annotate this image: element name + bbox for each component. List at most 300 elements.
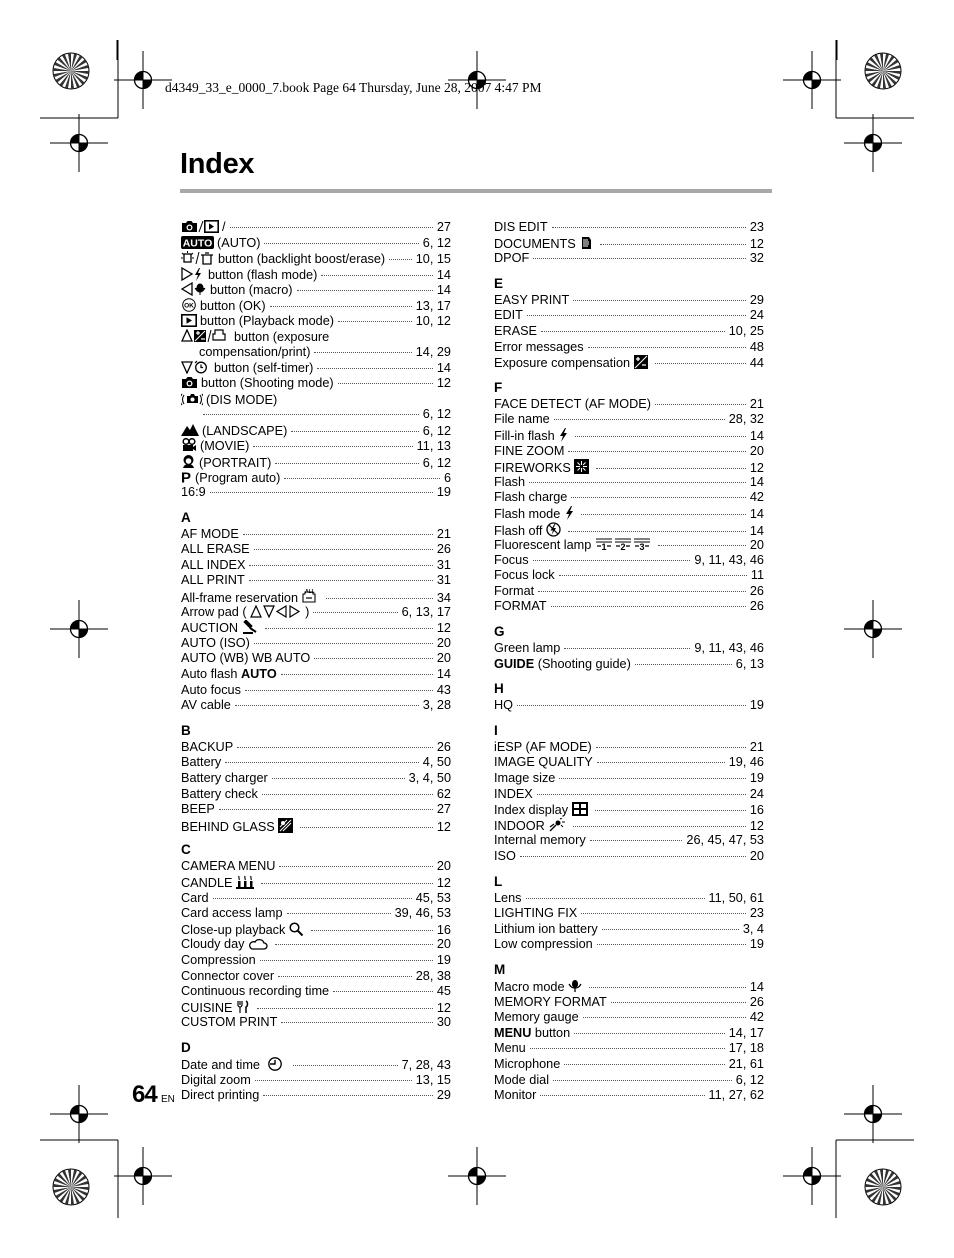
page-refs: 34 <box>436 591 451 606</box>
index-term <box>494 236 596 253</box>
page-refs: 20 <box>436 859 451 874</box>
index-entry <box>181 802 451 818</box>
index-column-left <box>181 220 451 1104</box>
index-term <box>181 937 271 953</box>
index-entry <box>181 470 451 486</box>
auto-badge-icon <box>181 236 214 249</box>
index-entry <box>181 360 451 376</box>
index-term <box>494 1010 579 1026</box>
dot-leader <box>559 778 746 779</box>
index-term <box>181 1000 253 1017</box>
index-term-text: Continuous recording time <box>181 984 330 999</box>
index-term-bold: AUTO <box>240 667 277 682</box>
index-entry <box>494 995 764 1011</box>
index-entry <box>181 220 451 236</box>
index-term <box>181 1088 259 1104</box>
page-refs: 6, 12 <box>422 407 451 422</box>
index-entry <box>494 397 764 413</box>
index-term-text: Monitor <box>494 1088 537 1103</box>
index-term <box>494 891 522 907</box>
index-entry <box>494 755 764 771</box>
page-refs: 14 <box>749 979 764 994</box>
index-entry <box>494 1073 764 1089</box>
section-heading: H <box>494 681 504 697</box>
auction-icon <box>242 620 258 634</box>
index-term-text: CAMERA MENU <box>181 859 276 874</box>
page-refs: 6, 12 <box>422 423 451 438</box>
page-refs: 12 <box>749 236 764 251</box>
index-entry <box>494 490 764 506</box>
page-refs: 9, 11, 43, 46 <box>694 641 764 656</box>
page-refs: 12 <box>436 819 451 834</box>
dot-leader <box>527 315 746 316</box>
page-refs: 16 <box>749 803 764 818</box>
index-term-text: button (macro) <box>210 283 293 298</box>
index-term <box>494 833 586 849</box>
index-term-text: Index display <box>494 803 569 818</box>
page-refs: 12 <box>436 621 451 636</box>
index-term <box>494 553 529 569</box>
index-term-text: BEEP <box>181 802 215 817</box>
index-term-text: Card <box>181 890 209 905</box>
index-term <box>494 1088 536 1104</box>
index-term-text: Mode dial <box>494 1072 550 1087</box>
index-term <box>181 236 260 252</box>
index-term <box>494 1057 560 1073</box>
arrows-icon <box>250 605 302 618</box>
dot-leader <box>314 658 433 659</box>
dot-leader <box>265 628 433 629</box>
index-entry <box>181 787 451 803</box>
index-term-text: CANDLE <box>181 875 233 890</box>
dot-leader <box>275 944 433 945</box>
dot-leader <box>235 705 419 706</box>
candle-icon <box>236 875 254 889</box>
index-term-text: Compression <box>181 952 256 967</box>
dot-leader <box>540 1095 704 1096</box>
index-entry <box>494 1010 764 1026</box>
index-entry <box>181 267 451 283</box>
index-term <box>181 251 385 268</box>
dot-leader <box>237 747 433 748</box>
index-entry <box>181 891 451 907</box>
index-entry <box>181 984 451 1000</box>
dot-leader <box>655 363 746 364</box>
dot-leader <box>517 705 746 706</box>
page-refs: 14 <box>749 523 764 538</box>
index-entry <box>181 937 451 953</box>
page-refs: 10, 15 <box>415 252 451 267</box>
index-term-text: FACE DETECT (AF MODE) <box>494 396 651 411</box>
camera-icon <box>181 376 198 389</box>
page-refs: 20 <box>436 937 451 952</box>
page-refs: 19 <box>749 771 764 786</box>
index-term-text: (DIS MODE) <box>206 392 278 407</box>
index-term-text: Battery <box>181 755 222 770</box>
index-term <box>181 314 334 330</box>
index-entry <box>494 568 764 584</box>
index-entry <box>494 251 764 267</box>
index-entry <box>494 657 764 673</box>
fluorescent-icon <box>595 537 651 551</box>
index-term <box>181 438 249 455</box>
index-term <box>494 490 567 506</box>
index-term <box>181 329 329 346</box>
dot-leader <box>249 565 432 566</box>
page-refs: 27 <box>436 220 451 234</box>
index-entry <box>494 553 764 569</box>
svg-text:2: 2 <box>620 542 626 552</box>
dot-leader <box>254 549 433 550</box>
page-refs: 6 <box>443 470 451 485</box>
index-term-text: CUISINE <box>181 1000 233 1015</box>
index-term <box>181 470 280 487</box>
index-term-text: (PORTRAIT) <box>199 455 272 470</box>
flash-icon <box>558 428 568 442</box>
svg-text:OK: OK <box>184 302 194 310</box>
index-term-text: button (flash mode) <box>208 267 318 282</box>
index-term-text: button (backlight boost/erase) <box>218 252 386 267</box>
index-term <box>181 220 226 236</box>
cloud-icon <box>248 937 268 950</box>
index-term-text: button (Playback mode) <box>200 313 334 328</box>
index-entry <box>494 220 764 236</box>
index-term-text: INDEX <box>494 786 533 801</box>
index-term-text: BEHIND GLASS <box>181 819 275 834</box>
dot-leader <box>281 674 433 675</box>
index-entry <box>181 527 451 543</box>
program-icon <box>181 470 192 484</box>
behind-glass-icon <box>278 818 293 833</box>
page-refs: 14 <box>436 361 451 376</box>
page-refs: 3, 4, 50 <box>408 771 451 785</box>
index-entry <box>181 542 451 558</box>
index-icon <box>572 802 588 816</box>
index-entry <box>181 589 451 605</box>
index-term <box>199 345 310 361</box>
index-term-text: Battery charger <box>181 771 268 785</box>
index-term-text: button <box>534 1025 571 1040</box>
index-entry <box>494 1026 764 1042</box>
index-entry <box>494 922 764 938</box>
index-term-text: AUTO (WB) WB AUTO <box>181 651 311 666</box>
index-term <box>181 698 231 714</box>
index-entry <box>494 891 764 907</box>
dot-leader <box>533 258 746 259</box>
index-entry <box>181 1073 451 1089</box>
index-term <box>181 376 334 392</box>
page-refs: 31 <box>436 573 451 588</box>
index-term <box>181 620 261 637</box>
page-refs: 14 <box>749 474 764 489</box>
index-term <box>181 755 221 771</box>
index-term <box>181 1057 289 1074</box>
index-entry <box>181 651 451 667</box>
index-term <box>181 636 250 652</box>
index-term-text: Connector cover <box>181 968 275 983</box>
index-term <box>494 818 569 835</box>
index-term-text: button (exposure <box>234 330 330 345</box>
camera-play-icon <box>181 220 219 233</box>
index-term-text: Digital zoom <box>181 1072 251 1087</box>
dot-leader <box>655 404 746 405</box>
index-term <box>494 506 577 523</box>
page-refs: 13, 15 <box>415 1072 451 1087</box>
index-term <box>181 740 233 756</box>
dot-leader <box>297 290 433 291</box>
magnifier-icon <box>289 922 304 936</box>
page-refs: 16 <box>436 922 451 937</box>
dot-leader <box>554 419 725 420</box>
dot-leader <box>255 1080 412 1081</box>
index-term-text: Arrow pad ( <box>181 604 247 619</box>
index-term <box>181 667 277 683</box>
index-term <box>181 1073 251 1089</box>
index-entry <box>181 818 451 834</box>
page-refs: 19 <box>436 952 451 967</box>
index-entry <box>181 345 451 361</box>
index-entry <box>494 740 764 756</box>
index-term-text: Focus <box>494 552 529 567</box>
index-entry <box>181 875 451 891</box>
dot-leader <box>314 352 411 353</box>
index-term-suffix: ) <box>305 604 310 619</box>
index-term <box>181 969 274 985</box>
index-term-text: Error messages <box>494 339 584 354</box>
index-term-text: Flash mode <box>494 506 561 521</box>
page-refs: 42 <box>749 1010 764 1025</box>
dot-leader <box>263 1095 433 1096</box>
index-term-text: Cloudy day <box>181 937 245 952</box>
dot-leader <box>253 446 412 447</box>
index-entry <box>494 906 764 922</box>
index-term-text: Exposure compensation <box>494 356 631 371</box>
book-file-line: d4349_33_e_0000_7.book Page 64 Thursday, June 28, 2007 4:47 PM <box>165 80 542 95</box>
index-term-text: ERASE <box>494 323 538 338</box>
dot-leader <box>595 810 746 811</box>
dot-leader <box>249 580 433 581</box>
index-term-text: Format <box>494 583 535 598</box>
index-term-text: ALL PRINT <box>181 573 245 588</box>
index-term-text: INDOOR <box>494 818 545 833</box>
dot-leader <box>291 431 418 432</box>
index-term <box>181 558 245 574</box>
dot-leader <box>311 930 433 931</box>
dot-leader <box>538 591 746 592</box>
index-entry <box>494 537 764 553</box>
dot-leader <box>213 898 412 899</box>
dot-leader <box>230 227 433 228</box>
exposure-icon <box>634 355 648 369</box>
svg-text:1: 1 <box>601 542 607 552</box>
index-term <box>494 1041 526 1057</box>
index-term <box>181 953 256 969</box>
index-term-text: Direct printing <box>181 1088 260 1103</box>
page-refs: 24 <box>749 786 764 801</box>
page-refs: 11, 27, 62 <box>708 1088 764 1103</box>
dot-leader <box>571 497 746 498</box>
page-language: EN <box>161 1094 175 1105</box>
dot-leader <box>529 482 746 483</box>
index-term-text: Internal memory <box>494 833 586 848</box>
page-refs: 32 <box>749 251 764 266</box>
dot-leader <box>270 306 412 307</box>
index-term-text: MEMORY FORMAT <box>494 994 607 1009</box>
page-refs: 21 <box>749 396 764 411</box>
dot-leader <box>203 414 419 415</box>
index-entry <box>494 459 764 475</box>
page-refs: 31 <box>436 557 451 572</box>
index-term <box>181 984 329 1000</box>
dot-leader <box>300 827 433 828</box>
index-term-text: Focus lock <box>494 568 555 583</box>
index-entry <box>494 937 764 953</box>
index-entry <box>494 584 764 600</box>
section-heading: I <box>494 722 498 738</box>
index-term-text: Menu <box>494 1041 526 1056</box>
index-term <box>494 979 585 996</box>
page-refs: 45 <box>436 984 451 999</box>
page-refs: 19 <box>749 698 764 713</box>
index-entry <box>494 522 764 538</box>
index-column-right <box>494 220 764 1104</box>
dot-leader <box>520 856 746 857</box>
dot-leader <box>590 840 683 841</box>
page-refs: 39, 46, 53 <box>394 906 451 921</box>
dot-leader <box>553 1080 732 1081</box>
index-term-text: AV cable <box>181 698 231 713</box>
index-entry <box>181 438 451 454</box>
dot-leader <box>284 478 440 479</box>
page-refs: 20 <box>749 538 764 553</box>
dot-leader <box>635 664 732 665</box>
page-refs: 23 <box>749 906 764 921</box>
page-refs: 6, 12 <box>422 455 451 470</box>
index-term-text: AF MODE <box>181 526 239 541</box>
dis-icon <box>181 392 203 406</box>
index-term <box>181 818 296 836</box>
index-term <box>494 428 571 445</box>
index-term <box>181 527 239 543</box>
index-term-text: Flash <box>494 474 526 489</box>
section-heading: E <box>494 275 504 291</box>
index-term-text: (AUTO) <box>217 235 261 250</box>
page-refs: 4, 50 <box>422 755 451 770</box>
index-term <box>494 802 591 819</box>
index-term <box>181 282 293 299</box>
title-rule <box>180 189 772 193</box>
index-term-text: (LANDSCAPE) <box>202 423 288 438</box>
index-term <box>494 412 550 428</box>
dot-leader <box>541 331 725 332</box>
index-entry <box>181 683 451 699</box>
portrait-icon <box>181 454 196 469</box>
ok-icon <box>181 298 197 312</box>
up-flash-icon <box>181 267 205 281</box>
section-heading: C <box>181 842 191 858</box>
index-term-text: FIREWORKS <box>494 461 571 476</box>
dot-leader <box>254 643 433 644</box>
index-entry <box>494 412 764 428</box>
dot-leader <box>559 575 747 576</box>
index-term <box>494 340 584 356</box>
page-refs: 20 <box>436 635 451 650</box>
index-term-text: EDIT <box>494 308 523 323</box>
index-entry <box>181 620 451 636</box>
index-term-text: button (Shooting mode) <box>201 375 334 390</box>
dot-leader <box>338 383 433 384</box>
dot-leader <box>287 913 391 914</box>
page-refs: 21 <box>749 739 764 754</box>
dot-leader <box>279 866 432 867</box>
index-entry <box>181 667 451 683</box>
dot-leader <box>281 1022 433 1023</box>
index-entry <box>181 740 451 756</box>
index-term <box>494 1073 549 1089</box>
index-entry <box>181 376 451 392</box>
page-number: 64 <box>132 1081 157 1108</box>
page-refs: 14 <box>436 667 451 682</box>
page-refs: 29 <box>749 292 764 307</box>
page-refs: 7, 28, 43 <box>401 1057 451 1072</box>
dot-leader <box>257 1008 433 1009</box>
index-term-text: ALL INDEX <box>181 557 246 572</box>
index-entry <box>181 454 451 470</box>
index-entry <box>181 953 451 969</box>
index-term-text: Green lamp <box>494 641 561 656</box>
index-entry <box>494 979 764 995</box>
dot-leader <box>597 944 746 945</box>
flash-off-icon <box>546 522 561 537</box>
page-title: Index <box>180 148 255 180</box>
page-refs: 23 <box>749 220 764 234</box>
index-entry <box>494 787 764 803</box>
page-refs: 20 <box>749 443 764 458</box>
index-term <box>181 392 277 409</box>
svg-text:ALL: ALL <box>304 589 315 596</box>
index-term <box>181 651 310 667</box>
index-term <box>181 859 275 875</box>
page-refs: 12 <box>749 461 764 476</box>
index-entry <box>494 1041 764 1057</box>
index-term <box>494 755 593 771</box>
dot-leader <box>596 468 746 469</box>
dot-leader <box>245 690 433 691</box>
index-term-text: HQ <box>494 698 514 713</box>
index-entry <box>181 1000 451 1016</box>
index-entry <box>181 485 451 501</box>
index-term-text: FORMAT <box>494 599 547 614</box>
page-refs: 26 <box>436 542 451 557</box>
page-refs: 19 <box>436 485 451 500</box>
dot-leader <box>573 300 746 301</box>
page-refs: 44 <box>749 356 764 371</box>
index-term <box>181 573 245 589</box>
svg-text:P: P <box>181 469 192 484</box>
page-refs: 14, 29 <box>415 344 451 359</box>
dot-leader <box>533 560 691 561</box>
macro-icon <box>568 979 582 993</box>
dot-leader <box>597 762 725 763</box>
index-entry <box>181 573 451 589</box>
index-entry <box>181 558 451 574</box>
index-entry <box>181 771 451 787</box>
index-term-text: All-frame reservation <box>181 591 299 606</box>
index-term <box>181 787 258 803</box>
page-refs: 17, 18 <box>728 1041 764 1056</box>
dot-leader <box>313 612 397 613</box>
index-term-text: File name <box>494 412 550 427</box>
